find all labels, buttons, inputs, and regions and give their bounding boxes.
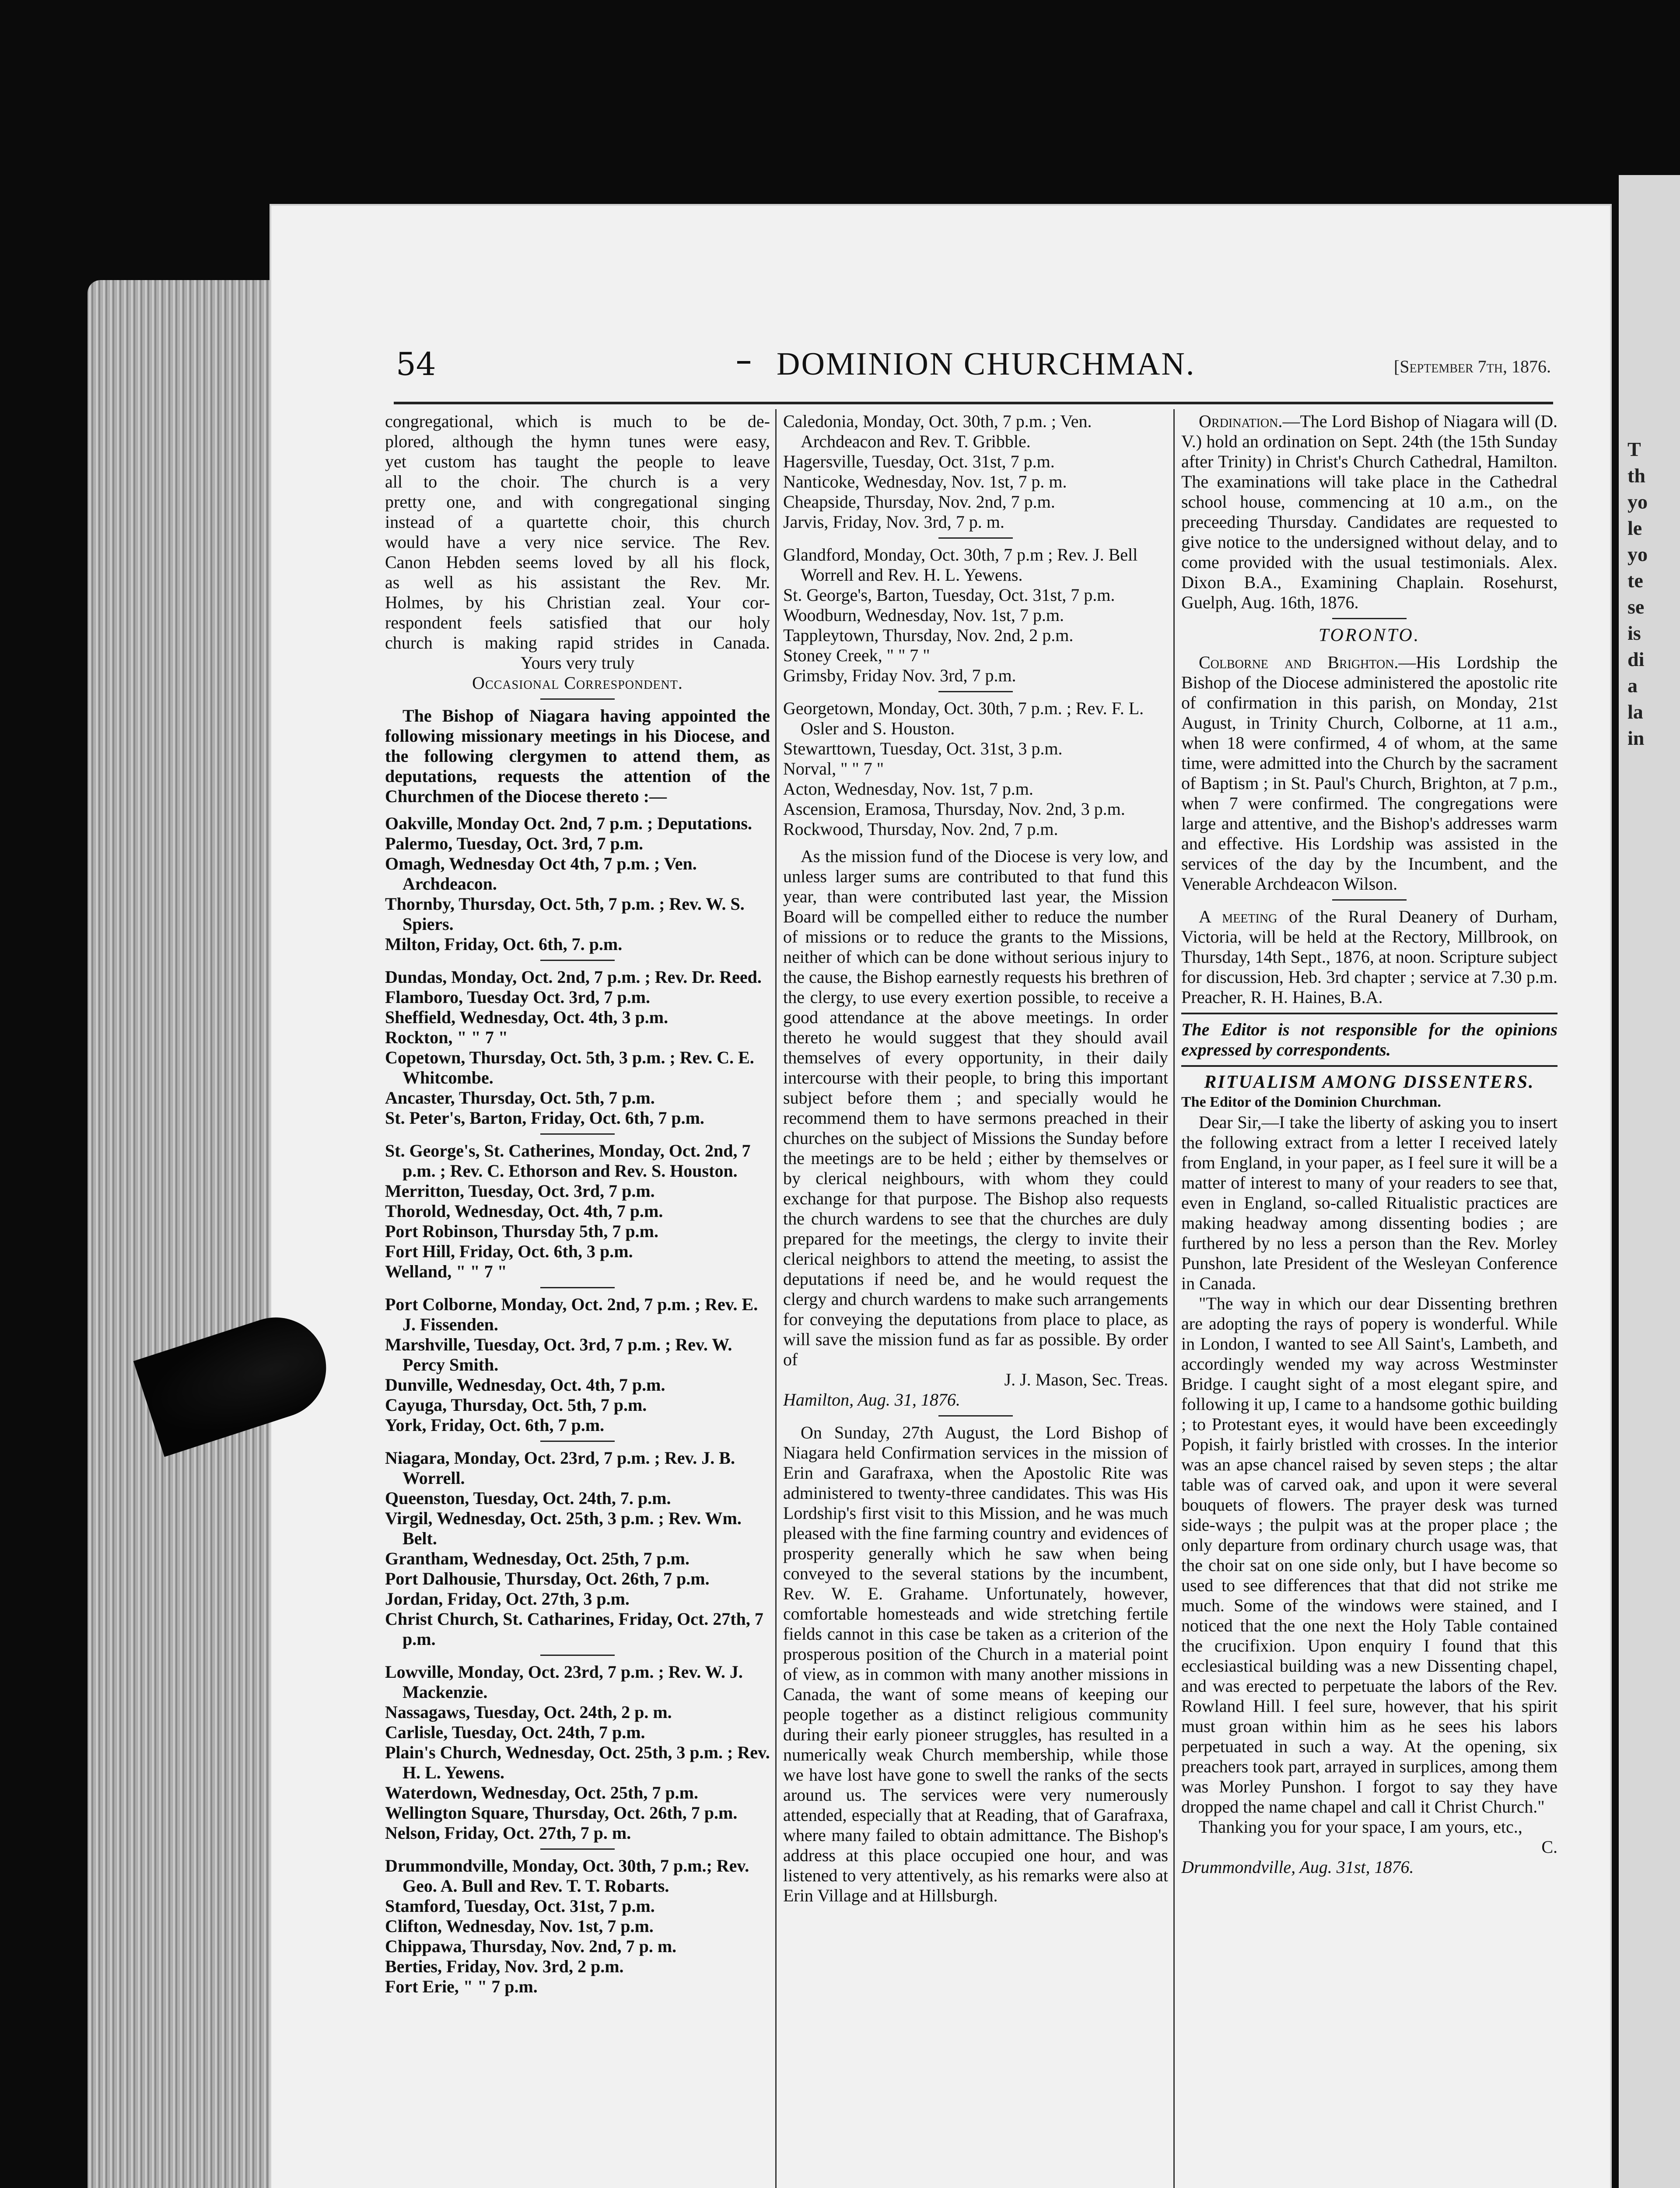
meeting-entry: Marshville, Tuesday, Oct. 3rd, 7 p.m. ; Rev. W. Percy Smith. — [385, 1335, 732, 1375]
meeting-entry: Christ Church, St. Catharines, Friday, Oct. 27th, 7 p.m. — [385, 1609, 763, 1649]
meeting-entry: Woodburn, Wednesday, Nov. 1st, 7 p.m. — [783, 605, 1064, 625]
meeting-entry: Nassagaws, Tuesday, Oct. 24th, 2 p. m. — [385, 1702, 672, 1722]
meeting-entry: York, Friday, Oct. 6th, 7 p.m. — [385, 1415, 605, 1435]
header-dash — [737, 361, 750, 364]
meeting-entry: Cayuga, Thursday, Oct. 5th, 7 p.m. — [385, 1395, 647, 1415]
next-page-fragment: le — [1628, 517, 1642, 539]
meeting-entry: Omagh, Wednesday Oct 4th, 7 p.m. ; Ven. Archdeacon. — [385, 854, 697, 894]
meeting-entry: Dundas, Monday, Oct. 2nd, 7 p.m. ; Rev. Dr. Reed. — [385, 967, 762, 987]
meeting-entry: Thorold, Wednesday, Oct. 4th, 7 p.m. — [385, 1201, 663, 1221]
section-rule — [1181, 1065, 1558, 1067]
meeting-entry: St. George's, St. Catherines, Monday, Oct. 2nd, 7 p.m. ; Rev. C. Ethorson and Rev. S. Houston. — [385, 1141, 751, 1181]
section-separator — [938, 1415, 1013, 1417]
ordination-notice — [1181, 411, 1558, 613]
column-two — [783, 411, 1168, 2188]
meeting-entry: Waterdown, Wednesday, Oct. 25th, 7 p.m. — [385, 1783, 698, 1802]
meeting-entry: Tappleytown, Thursday, Nov. 2nd, 2 p.m. — [783, 625, 1074, 645]
next-page-fragment: th — [1628, 464, 1645, 487]
letter-closing: Yours very truly — [520, 653, 635, 673]
meeting-entry: Nanticoke, Wednesday, Nov. 1st, 7 p. m. — [783, 472, 1067, 491]
meeting-entry: Lowville, Monday, Oct. 23rd, 7 p.m. ; Rev. W. J. Mackenzie. — [385, 1662, 743, 1702]
meeting-entry: Queenston, Tuesday, Oct. 24th, 7. p.m. — [385, 1488, 671, 1508]
group-separator — [938, 537, 1013, 539]
section-rule — [1181, 1013, 1558, 1014]
letter-signature: Occasional Correspondent. — [472, 673, 683, 693]
meeting-entry: Hagersville, Tuesday, Oct. 31st, 7 p.m. — [783, 452, 1055, 471]
group-separator — [938, 691, 1013, 692]
meeting-entry: Caledonia, Monday, Oct. 30th, 7 p.m. ; Ven. Archdeacon and Rev. T. Gribble. — [783, 411, 1092, 451]
meeting-entry: Ascension, Eramosa, Thursday, Nov. 2nd, 3 p.m. — [783, 799, 1125, 819]
page-header — [396, 346, 1551, 394]
group-separator — [540, 1655, 615, 1656]
column-three — [1181, 411, 1558, 2188]
meeting-entry: Copetown, Thursday, Oct. 5th, 3 p.m. ; Rev. C. E. Whitcombe. — [385, 1048, 754, 1087]
masthead-title: DOMINION CHURCHMAN. — [777, 346, 1196, 382]
meeting-schedule-continued — [783, 411, 1168, 839]
book-page-edges — [88, 280, 271, 2188]
letter-line: Canon Hebden seems loved by all his flock, — [385, 552, 770, 572]
letter-line: plored, although the hymn tunes were easy, — [385, 431, 770, 451]
meeting-entry: St. George's, Barton, Tuesday, Oct. 31st, 7 p.m. — [783, 585, 1115, 605]
ordination-lead: Ordination. — [1199, 411, 1283, 431]
mission-place-date: Hamilton, Aug. 31, 1876. — [783, 1390, 960, 1410]
meeting-entry: Stoney Creek, " " 7 " — [783, 645, 930, 665]
meeting-entry: Plain's Church, Wednesday, Oct. 25th, 3 p.m. ; Rev. H. L. Yewens. — [385, 1743, 770, 1782]
page-number: 54 — [396, 346, 436, 382]
meeting-entry: St. Peter's, Barton, Friday, Oct. 6th, 7 p.m. — [385, 1108, 704, 1128]
colborne-lead: Colborne and Brighton. — [1199, 652, 1399, 672]
correspondent-letter-end — [385, 411, 770, 653]
letter-line: all to the choir. The church is a very — [385, 472, 770, 491]
next-page-fragment: te — [1628, 569, 1643, 592]
column-divider — [775, 409, 777, 2188]
group-separator — [540, 1441, 615, 1442]
letter-line: congregational, which is much to be de- — [385, 411, 770, 431]
section-separator — [1332, 899, 1407, 901]
letter-line: instead of a quartette choir, this church — [385, 512, 770, 532]
deanery-meeting — [1181, 907, 1558, 1007]
meeting-entry: Drummondville, Monday, Oct. 30th, 7 p.m.; Rev. Geo. A. Bull and Rev. T. T. Robarts. — [385, 1856, 749, 1896]
next-page-fragment: di — [1628, 648, 1645, 670]
next-page-fragment: T — [1628, 438, 1641, 460]
meeting-entry: Thornby, Thursday, Oct. 5th, 7 p.m. ; Rev. W. S. Spiers. — [385, 894, 745, 934]
meeting-entry: Acton, Wednesday, Nov. 1st, 7 p.m. — [783, 779, 1033, 799]
letter-paragraph: "The way in which our dear Dissenting brethren are adopting the rays of popery is wonderful. While in London, I wanted to see All Saint's, Lambeth, and accordingly wended my way across Westminster Bridge. I caught sight of a most elegant spire, and following it up, I came to a handsome gothic building ; to Protestant eyes, it would have been exceedingly Popish, it fairly bristled with crosses. In the interior was an apse chancel raised by seven steps ; the altar table was of carved oak, and upon it were several bouquets of flowers. The prayer desk was turned side-ways ; the pulpit was at the proper place ; the only departure from ordinary church usage was, that the choir sat on one side only, but I have become so used to see differences that that did not strike me much. Some of the windows were stained, and I noticed that the one next the Holy Table contained the crucifixion. Upon enquiry I found that this ecclesiastical building was a new Dissenting chapel, and was erected to perpetuate the labors of the Rev. Rowland Hill. I feel sure, however, that his spirit must groan within him as he sees his labors perpetuated in such a way. At the opening, six preachers took part, arrayed in surplices, among them was Morley Punshon. I forgot to say they have dropped the name chapel and call it Christ Church." — [1181, 1294, 1558, 1816]
toronto-heading: TORONTO. — [1318, 625, 1421, 645]
meeting-entry: Norval, " " 7 " — [783, 759, 884, 778]
letter-line: would have a very nice service. The Rev. — [385, 532, 770, 552]
meeting-entry: Jarvis, Friday, Nov. 3rd, 7 p. m. — [783, 512, 1004, 532]
meeting-entry: Georgetown, Monday, Oct. 30th, 7 p.m. ; Rev. F. L. Osler and S. Houston. — [783, 698, 1144, 738]
meeting-lead: A meeting — [1199, 907, 1278, 926]
group-separator — [540, 960, 615, 961]
meeting-entry: Grantham, Wednesday, Oct. 25th, 7 p.m. — [385, 1549, 690, 1568]
meeting-entry: Oakville, Monday Oct. 2nd, 7 p.m. ; Deputations. — [385, 813, 752, 833]
meeting-entry: Carlisle, Tuesday, Oct. 24th, 7 p.m. — [385, 1722, 645, 1742]
meeting-entry: Rockwood, Thursday, Nov. 2nd, 7 p.m. — [783, 819, 1058, 839]
editor-disclaimer: The Editor is not responsible for the opinions expressed by correspondents. — [1181, 1020, 1558, 1059]
letter-paragraph: Dear Sir,—I take the liberty of asking you to insert the following extract from a letter I received lately from England, in your paper, as I feel sure it will be a matter of interest to many of your readers to see that, even in England, so-called Ritualistic practices are making headway among dissenting bodies ; are furthered by no less a person than the Rev. Morley Punshon, late President of the Wesleyan Conference in Canada. — [1181, 1112, 1558, 1293]
next-page-fragment: se — [1628, 596, 1645, 618]
meeting-entry: Milton, Friday, Oct. 6th, 7. p.m. — [385, 934, 623, 954]
meeting-entry: Stewarttown, Tuesday, Oct. 31st, 3 p.m. — [783, 739, 1063, 758]
next-page-fragment: in — [1628, 727, 1645, 749]
next-page-fragment: a — [1628, 674, 1638, 697]
meeting-entry: Grimsby, Friday Nov. 3rd, 7 p.m. — [783, 666, 1016, 685]
ordination-text: —The Lord Bishop of Niagara will (D. V.) hold an ordination on Sept. 24th (the 15th Sunday after Trinity) in Christ's Church Cathedral, Hamilton. The examinations will take place in the Cathedral school house, commencing at 10 a.m., on the preceeding Thursday. Candidates are requested to give notice to the undersigned without delay, and to come provided with the usual testimonials. Alex. Dixon B.A., Examining Chaplain. Rosehurst, Guelph, Aug. 16th, 1876. — [1181, 411, 1558, 612]
meeting-entry: Chippawa, Thursday, Nov. 2nd, 7 p. m. — [385, 1936, 677, 1956]
bishop-announcement: The Bishop of Niagara having appointed the following missionary meetings in his Diocese, and the following clergymen to attend them, as deputations, requests the attention of the Churchmen of the Diocese thereto :— — [385, 706, 770, 806]
letter-addressee: The Editor of the Dominion Churchman. — [1181, 1094, 1441, 1110]
group-separator — [540, 1848, 615, 1850]
letter-initial: C. — [1541, 1837, 1558, 1857]
letter-line: respondent feels satisfied that our holy — [385, 613, 770, 632]
meeting-entry: Sheffield, Wednesday, Oct. 4th, 3 p.m. — [385, 1007, 668, 1027]
letter-line: pretty one, and with congregational singing — [385, 492, 770, 512]
next-page-fragment: is — [1628, 622, 1641, 644]
meeting-schedule — [385, 813, 770, 1997]
section-separator — [540, 698, 615, 700]
next-page-fragment: yo — [1628, 491, 1648, 513]
mission-fund-notice: As the mission fund of the Diocese is very low, and unless larger sums are contributed to that fund this year, than were contributed last year, the Mission Board will be compelled either to reduce the number of missions or to reduce the grants to the Missions, neither of which can be done without serious injury to the cause, the Bishop earnestly requests his brethren of the clergy, to use every exertion possible, to receive a good attendance at the above meetings. In order thereto he would suggest that they should avail themselves of every opportunity, in their daily intercourse with their people, to bring this important subject before them ; and specially would he recommend them to have sermons preached in their churches on the subject of Missions the Sunday before the meetings are to be held ; either by themselves or by clerical neighbours, with whom they could exchange for that purpose. The Bishop also requests the church wardens to see that the churches are duly prepared for the meetings, the clergy to invite their clerical neighbors to attend the meeting, to assist the deputations if need be, and he would request the clergy and church wardens to make such arrangements for conveying the deputations from place to place, as will save the mission fund as far as possible. By order of — [783, 846, 1168, 1369]
section-separator — [1332, 618, 1407, 619]
letter-line: church is making rapid strides in Canada. — [385, 633, 770, 652]
meeting-text: of the Rural Deanery of Durham, Victoria, will be held at the Rectory, Millbrook, on Thursday, 14th Sept., 1876, at noon. Scripture subject for discussion, Heb. 3rd chapter ; service at 7.30 p.m. Preacher, R. H. Haines, B.A. — [1181, 907, 1558, 1007]
meeting-entry: Port Robinson, Thursday 5th, 7 p.m. — [385, 1221, 658, 1241]
colborne-text: —His Lordship the Bishop of the Diocese administered the apostolic rite of confirmation in this parish, on Monday, 21st August, in Trinity Church, Colborne, at 11 a.m., when 18 were confirmed, 4 of whom, at the same time, were admitted into the Church by the sacrament of Baptism ; in St. Paul's Church, Brighton, at 7 p.m., when 7 were confirmed. The congregations were large and attentive, and the Bishop's addresses warm and effective. His Lordship was assisted in the services of the day by the Incumbent, and the Venerable Archdeacon Wilson. — [1181, 652, 1558, 894]
meeting-entry: Flamboro, Tuesday Oct. 3rd, 7 p.m. — [385, 987, 650, 1007]
meeting-entry: Dunville, Wednesday, Oct. 4th, 7 p.m. — [385, 1375, 665, 1395]
meeting-entry: Ancaster, Thursday, Oct. 5th, 7 p.m. — [385, 1088, 655, 1108]
letter-line: yet custom has taught the people to leave — [385, 452, 770, 471]
meeting-entry: Glandford, Monday, Oct. 30th, 7 p.m ; Rev. J. Bell Worrell and Rev. H. L. Yewens. — [783, 545, 1138, 585]
meeting-entry: Port Dalhousie, Thursday, Oct. 26th, 7 p.m. — [385, 1569, 710, 1588]
next-page-sliver — [1619, 175, 1680, 2188]
meeting-entry: Niagara, Monday, Oct. 23rd, 7 p.m. ; Rev. J. B. Worrell. — [385, 1448, 735, 1488]
meeting-entry: Merritton, Tuesday, Oct. 3rd, 7 p.m. — [385, 1181, 655, 1201]
letter-line: as well as his assistant the Rev. Mr. — [385, 572, 770, 592]
header-date: [September 7th, 1876. — [1393, 357, 1551, 376]
colborne-report — [1181, 652, 1558, 894]
letter-paragraph: Thanking you for your space, I am yours, etc., — [1199, 1817, 1522, 1837]
meeting-entry: Wellington Square, Thursday, Oct. 26th, 7 p.m. — [385, 1803, 738, 1823]
next-page-fragment: la — [1628, 701, 1643, 723]
meeting-entry: Nelson, Friday, Oct. 27th, 7 p. m. — [385, 1823, 631, 1843]
meeting-entry: Clifton, Wednesday, Nov. 1st, 7 p.m. — [385, 1916, 654, 1936]
meeting-entry: Palermo, Tuesday, Oct. 3rd, 7 p.m. — [385, 834, 644, 853]
column-one — [385, 411, 770, 2188]
ritualism-heading: RITUALISM AMONG DISSENTERS. — [1204, 1072, 1535, 1092]
meeting-entry: Fort Hill, Friday, Oct. 6th, 3 p.m. — [385, 1241, 633, 1261]
meeting-entry: Jordan, Friday, Oct. 27th, 3 p.m. — [385, 1589, 630, 1609]
header-rule — [394, 402, 1553, 404]
meeting-entry: Rockton, " " 7 " — [385, 1027, 508, 1047]
meeting-entry: Port Colborne, Monday, Oct. 2nd, 7 p.m. ; Rev. E. J. Fissenden. — [385, 1294, 758, 1334]
mission-signature: J. J. Mason, Sec. Treas. — [1004, 1370, 1168, 1389]
meeting-entry: Fort Erie, " " 7 p.m. — [385, 1977, 538, 1996]
meeting-entry: Welland, " " 7 " — [385, 1262, 507, 1281]
meeting-entry: Stamford, Tuesday, Oct. 31st, 7 p.m. — [385, 1896, 655, 1916]
next-page-fragment: yo — [1628, 543, 1648, 565]
letter-line: Holmes, by his Christian zeal. Your cor- — [385, 593, 770, 612]
meeting-entry: Berties, Friday, Nov. 3rd, 2 p.m. — [385, 1957, 624, 1976]
meeting-entry: Virgil, Wednesday, Oct. 25th, 3 p.m. ; Rev. Wm. Belt. — [385, 1508, 742, 1548]
letter-place-date: Drummondville, Aug. 31st, 1876. — [1181, 1857, 1414, 1877]
group-separator — [540, 1287, 615, 1288]
meeting-entry: Cheapside, Thursday, Nov. 2nd, 7 p.m. — [783, 492, 1055, 512]
confirmation-report: On Sunday, 27th August, the Lord Bishop of Niagara held Confirmation services in the mission of Erin and Garafraxa, when the Apostolic Rite was administered to twenty-three candidates. This was His Lordship's first visit to this Mission, and he was much pleased with the fine farming country and evidences of prosperity generally which he saw when being conveyed to the several stations by the incumbent, Rev. W. E. Grahame. Unfortunately, however, comfortable homesteads and wide stretching fertile fields cannot in this case be taken as a criterion of the prosperous position of the Church in a material point of view, as in common with many another missions in Canada, the want of some means of keeping our people together as a distinct religious community during their early pioneer struggles, has resulted in a numerically weak Church membership, while those we have lost have gone to swell the ranks of the sects around us. The services were very numerously attended, especially that at Reading, that of Garafraxa, where many failed to obtain admittance. The Bishop's address at this place occupied one hour, and was listened to very attentively, as his remarks were also at Erin Village and at Hillsburgh. — [783, 1423, 1168, 1905]
column-divider — [1173, 409, 1175, 2188]
group-separator — [540, 1133, 615, 1135]
